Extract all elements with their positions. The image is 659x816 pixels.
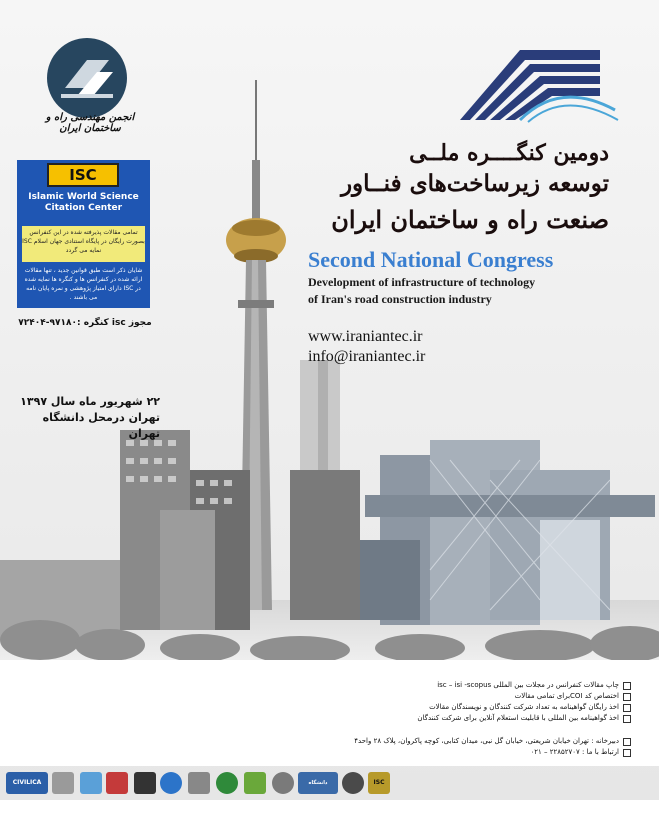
isc-permit: مجوز isc کنگره :۹۷۱۸۰-۷۲۴۰۴ xyxy=(18,318,152,328)
email-link[interactable]: info@iraniantec.ir xyxy=(308,348,426,365)
sponsor-logo xyxy=(272,772,294,794)
kurdistan-university-logo: دانشگاه کردستان xyxy=(298,772,338,794)
isc-title xyxy=(17,192,150,214)
checkbox-icon xyxy=(623,693,631,701)
isc-indexing-note: تمامی مقالات پذیرفته شده در این کنفرانس بصورت رایگان در پایگاه استنادی جهان اسلام ISC نمایه می گردد xyxy=(22,226,145,262)
isc-logo: ISC xyxy=(47,163,119,187)
isc-footer-logo: ISC xyxy=(368,772,390,794)
sponsor-logo xyxy=(106,772,128,794)
checkbox-icon xyxy=(623,704,631,712)
list-item: چاپ مقالات کنفرانس در مجلات بین المللی isc – isi -scopus xyxy=(231,680,631,691)
list-item: اخذ گواهینامه بین المللی با قابلیت استعلام آنلاین برای شرکت کنندگان xyxy=(231,713,631,724)
event-date: ۲۲ شهریور ماه سال ۱۳۹۷ xyxy=(20,395,160,408)
isc-title-line2: Citation Center xyxy=(44,203,123,213)
website-link[interactable]: www.iraniantec.ir xyxy=(308,328,423,345)
sponsor-logo xyxy=(160,772,182,794)
sponsor-logo xyxy=(244,772,266,794)
road-emblem-icon xyxy=(47,38,127,118)
checkbox-icon xyxy=(623,682,631,690)
title-fa-line2: توسعه زیرساخت‌های فنــاور xyxy=(340,170,609,197)
sponsor-logo xyxy=(134,772,156,794)
checkbox-icon xyxy=(623,749,631,757)
list-item: ارتباط با ما : ۲۲۸۵۲۷۰۷ – ۰۲۱ xyxy=(231,747,631,758)
title-en-main: Second National Congress xyxy=(308,247,554,272)
sponsor-logo xyxy=(52,772,74,794)
title-en-sub1: Development of infrastructure of technology xyxy=(308,275,536,289)
list-item: دبیرخانه : تهران خیابان شریعتی، خیابان گل نبی، میدان کتابی، کوچه پاکروان، پلاک ۲۸ واحد۴ xyxy=(231,736,631,747)
list-item: اختصاص کد COIبرای تمامی مقالات xyxy=(231,691,631,702)
address-block xyxy=(231,736,631,758)
title-fa-line3: صنعت راه و ساختمان ایران xyxy=(331,205,609,234)
sponsor-logo xyxy=(216,772,238,794)
association-caption: انجمن مهندسی راه و ساختمان ایران xyxy=(45,112,135,134)
list-item: اخذ رایگان گواهینامه به تعداد شرکت کنندگان و نویسندگان مقالات xyxy=(231,702,631,713)
isc-rules-note: شایان ذکر است طبق قوانین جدید ، تنها مقالات ارائه شده در کنفرانس ها و کنگره ها نمایه شده در ISC دارای امتیاز پژوهشی و نمره پایان نامه می باشند . xyxy=(24,267,143,301)
event-date-block xyxy=(20,394,160,442)
isc-title-line1: Islamic World Science xyxy=(28,192,139,202)
event-venue: تهران درمحل دانشگاه تهران xyxy=(42,411,160,440)
sponsor-logo xyxy=(188,772,210,794)
civilica-logo: CIVILICA xyxy=(6,772,48,794)
checkbox-icon xyxy=(623,738,631,746)
title-fa-line1: دومین کنگــــره ملــی xyxy=(409,140,609,166)
features-list xyxy=(231,680,631,724)
association-logo xyxy=(47,38,127,118)
title-en-sub2: of Iran's road construction industry xyxy=(308,292,492,306)
sponsor-logos xyxy=(0,766,659,808)
sponsor-logo xyxy=(342,772,364,794)
checkbox-icon xyxy=(623,715,631,723)
sponsor-logo xyxy=(80,772,102,794)
